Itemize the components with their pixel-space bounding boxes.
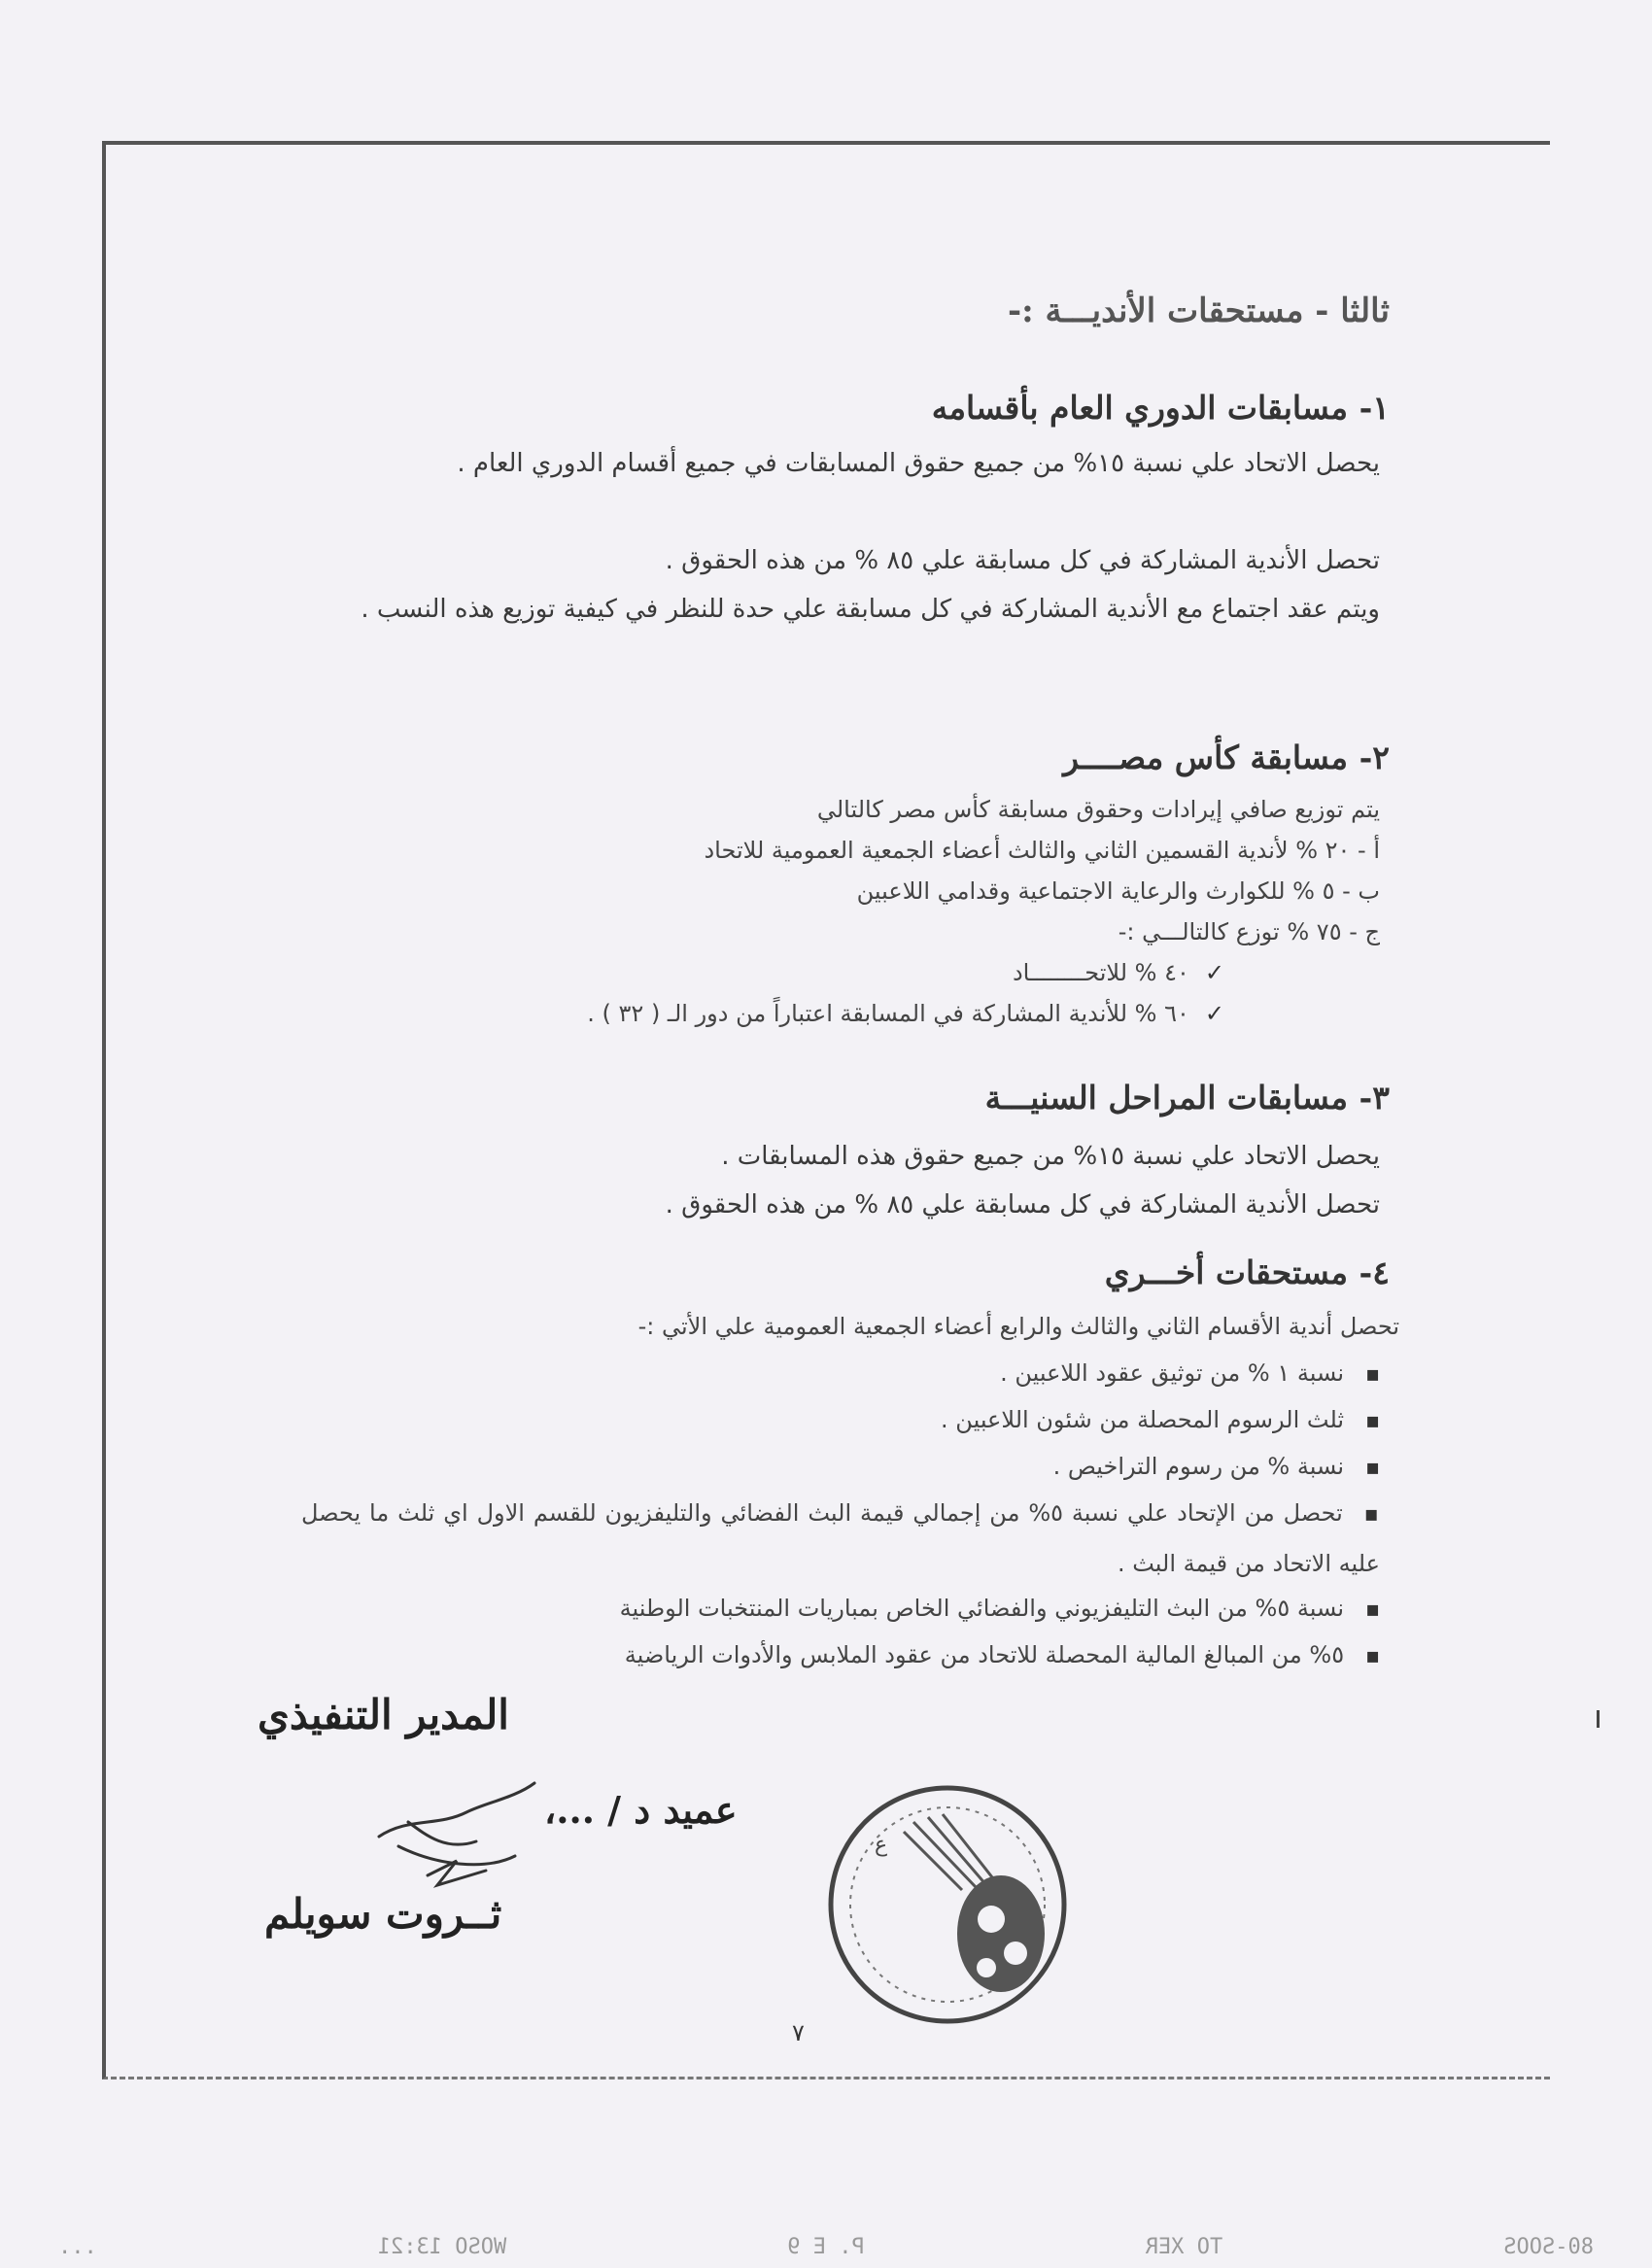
edge-mark bbox=[1597, 1710, 1600, 1728]
fax-footer-segment: ... bbox=[58, 2235, 97, 2259]
fax-footer-segment: WOSO 13:21 bbox=[377, 2235, 507, 2259]
section-2-check-2: ✓ ٦٠ % للأندية المشاركة في المسابقة اعتباراً من دور الـ ( ٣٢ ) . bbox=[587, 989, 1224, 1038]
fax-transmission-footer bbox=[58, 2235, 1594, 2259]
section-2-item-c: ج - ٧٥ % توزع كالتالـــي :- bbox=[1118, 918, 1380, 945]
fax-footer-segment: TO XER bbox=[1145, 2235, 1223, 2259]
main-heading: ثالثا - مستحقات الأنديـــة :- bbox=[1008, 292, 1390, 330]
section-1-paragraph-2: تحصل الأندية المشاركة في كل مسابقة علي ٨٥ % من هذه الحقوق . bbox=[665, 546, 1380, 575]
section-1-heading: ١- مسابقات الدوري العام بأقسامه bbox=[931, 389, 1390, 427]
signatory-title: المدير التنفيذي bbox=[258, 1691, 509, 1738]
section-2-intro: يتم توزيع صافي إيرادات وحقوق مسابقة كأس مصر كالتالي bbox=[816, 796, 1380, 823]
signatory-name: ثــروت سويلم bbox=[264, 1890, 502, 1938]
section-4-bullet-2: ▪ ثلث الرسوم المحصلة من شئون اللاعبين . bbox=[941, 1395, 1380, 1446]
page-number: ٧ bbox=[792, 2019, 805, 2046]
section-2-check-1: ✓ ٤٠ % للاتحــــــــاد bbox=[1013, 948, 1224, 997]
fax-footer-segment: P. E 9 bbox=[787, 2235, 865, 2259]
section-4-bullet-4: ▪ تحصل من الإتحاد علي نسبة ٥% من إجمالي قيمة البث الفضائي والتليفزيون للقسم الاول اي ثلث ما يحصل عليه الاتحاد من قيمة البث . bbox=[301, 1489, 1380, 1588]
section-4-heading: ٤- مستحقات أخـــري bbox=[1104, 1254, 1390, 1291]
section-4-bullet-3: ▪ نسبة % من رسوم التراخيص . bbox=[1053, 1442, 1380, 1493]
section-2-item-b: ب - ٥ % للكوارث والرعاية الاجتماعية وقدامي اللاعبين bbox=[856, 877, 1380, 905]
section-3-heading: ٣- مسابقات المراحل السنيـــة bbox=[984, 1079, 1390, 1117]
official-seal bbox=[816, 1773, 1079, 2036]
svg-text:ع: ع bbox=[875, 1833, 888, 1857]
section-4-bullet-5: ▪ نسبة ٥% من البث التليفزيوني والفضائي الخاص بمباريات المنتخبات الوطنية bbox=[620, 1584, 1380, 1634]
section-4-bullet-6: ▪ ٥% من المبالغ المالية المحصلة للاتحاد من عقود الملابس والأدوات الرياضية bbox=[625, 1631, 1380, 1681]
section-4-bullet-1: ▪ نسبة ١ % من توثيق عقود اللاعبين . bbox=[1000, 1349, 1380, 1399]
section-2-heading: ٢- مسابقة كأس مصــــر bbox=[1063, 739, 1390, 776]
fax-footer-segment: 80-SOOS bbox=[1503, 2235, 1594, 2259]
section-1-paragraph-3: ويتم عقد اجتماع مع الأندية المشاركة في كل مسابقة علي حدة للنظر في كيفية توزيع هذه النسب . bbox=[361, 595, 1380, 624]
section-1-paragraph-1: يحصل الاتحاد علي نسبة ١٥% من جميع حقوق المسابقات في جميع أقسام الدوري العام . bbox=[457, 449, 1380, 478]
section-2-item-a: أ - ٢٠ % لأندية القسمين الثاني والثالث أعضاء الجمعية العمومية للاتحاد bbox=[704, 837, 1380, 864]
section-3-paragraph-1: يحصل الاتحاد علي نسبة ١٥% من جميع حقوق هذه المسابقات . bbox=[721, 1142, 1380, 1171]
signatory-rank: عميد د / ...، bbox=[544, 1788, 738, 1832]
section-4-intro: تحصل أندية الأقسام الثاني والثالث والرابع أعضاء الجمعية العمومية علي الأتي :- bbox=[637, 1313, 1399, 1340]
section-3-paragraph-2: تحصل الأندية المشاركة في كل مسابقة علي ٨٥ % من هذه الحقوق . bbox=[665, 1190, 1380, 1220]
handwritten-signature bbox=[369, 1778, 544, 1905]
